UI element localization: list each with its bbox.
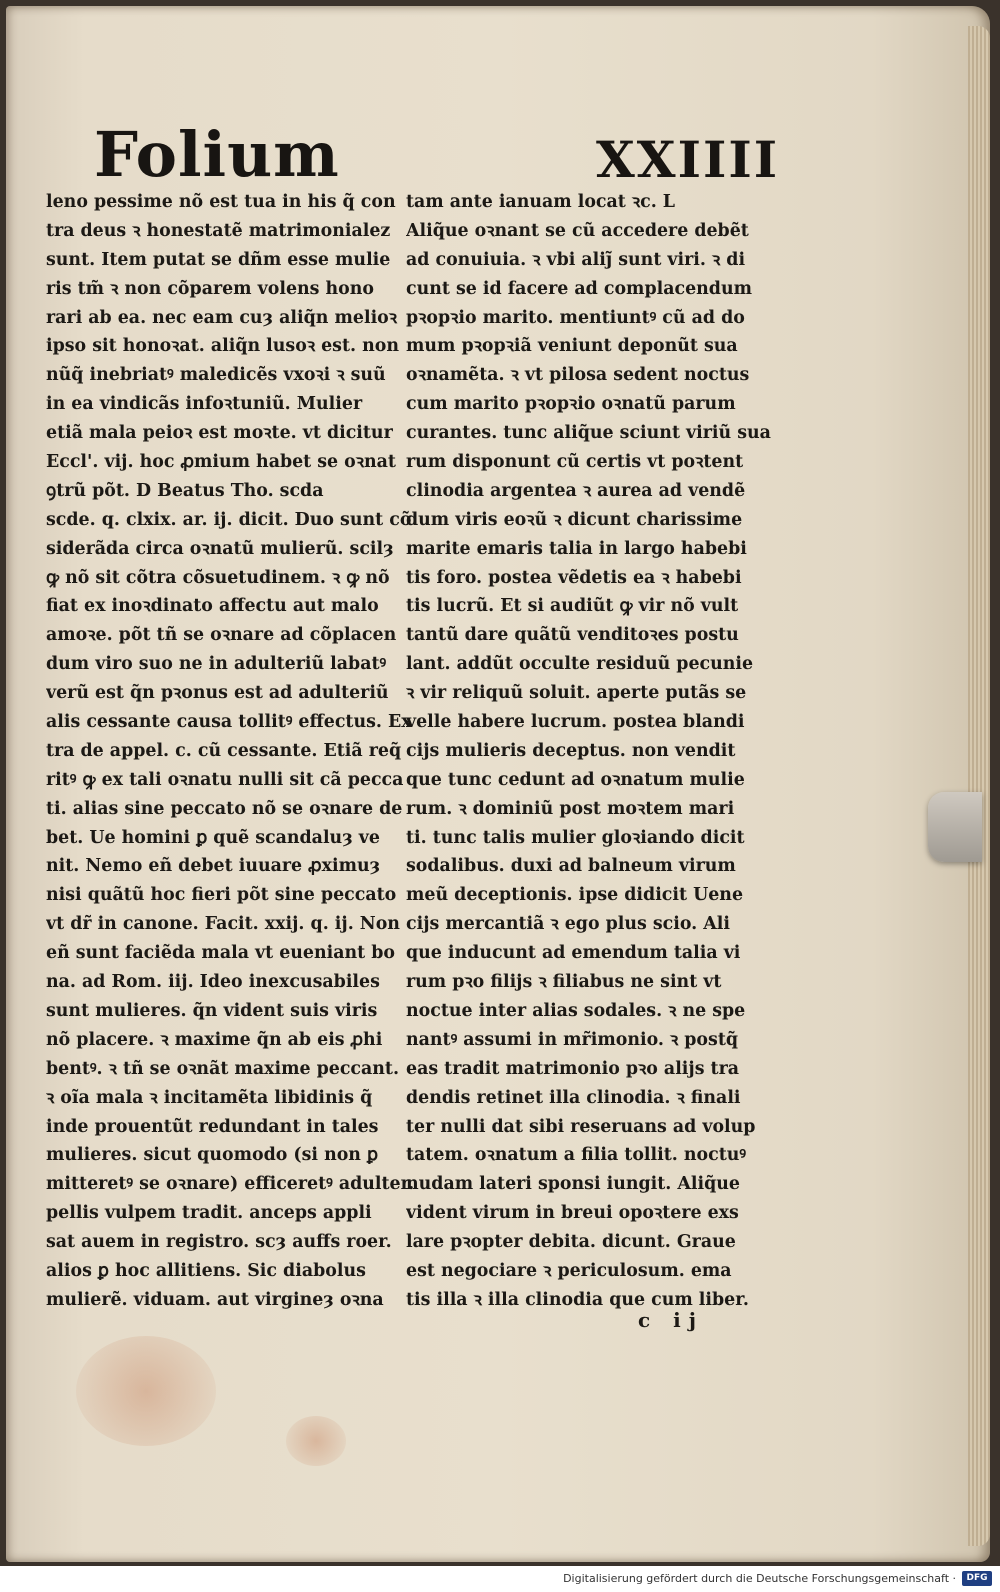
text-line: inde prouentũt redundant in tales: [46, 1116, 379, 1137]
text-line: rari ab ea. nec eam cuȝ aliq̃n melioꝛ: [46, 307, 398, 328]
text-line: siderãda circa oꝛnatũ mulierũ. scilȝ: [46, 538, 394, 559]
dfg-logo[interactable]: DFG: [962, 1571, 992, 1586]
foxing-stain: [76, 1336, 216, 1446]
text-line: nũq̃ inebriatꝰ maledicẽs vxoꝛi ꝛ suũ: [46, 365, 386, 386]
text-line: nit. Nemo eñ debet iuuare ꝓximuȝ: [46, 856, 381, 877]
text-line: ris tm̃ ꝛ non cõparem volens hono: [46, 278, 374, 299]
text-line: meũ deceptionis. ipse didicit Uene: [406, 885, 744, 906]
text-line: ꝛ oĩa mala ꝛ incitamẽta libidinis q̃: [46, 1087, 373, 1108]
text-line: ꝯtrũ põt. D Beatus Tho. scda: [46, 480, 324, 501]
text-line: cunt se id facere ad complacendum: [406, 278, 752, 299]
text-line: Aliq̃ue oꝛnant se cũ accedere debẽt: [406, 220, 749, 241]
text-line: mulieres. sicut quomodo (si non ꝑ: [46, 1145, 379, 1166]
text-line: leno pessime nõ est tua in his q̃ con: [46, 192, 396, 212]
text-line: ti. alias sine peccato nõ se oꝛnare de: [46, 798, 403, 819]
text-line: sodalibus. duxi ad balneum virum: [406, 856, 736, 877]
text-line: mitteretꝰ se oꝛnare) efficeretꝰ adulter.: [46, 1174, 415, 1195]
text-line: noctue inter alias sodales. ꝛ ne spe: [406, 1000, 746, 1021]
page-stack-edge: [968, 26, 990, 1546]
text-line: na. ad Rom. iij. Ideo inexcusabiles: [46, 972, 380, 993]
text-line: cijs mulieris deceptus. non vendit: [406, 740, 736, 761]
signature-mark: c ij: [638, 1308, 704, 1332]
footer-credit: Digitalisierung gefördert durch die Deutsche Forschungsgemeinschaft ·: [563, 1572, 956, 1585]
text-line: ipso sit honoꝛat. aliq̃n lusoꝛ est. non: [46, 336, 399, 357]
text-line: sunt. Item putat se dñm esse mulie: [46, 249, 391, 270]
text-line: lare pꝛopter debita. dicunt. Graue: [406, 1232, 736, 1253]
text-line: que tunc cedunt ad oꝛnatum mulie: [406, 769, 745, 790]
text-column-right: [406, 188, 796, 1315]
text-line: nisi quãtũ hoc fieri põt sine peccato: [46, 885, 397, 906]
footer-bar: [0, 1566, 1000, 1592]
text-line: eas tradit matrimonio pꝛo alijs tra: [406, 1058, 740, 1079]
text-line: rum. ꝛ dominiũ post moꝛtem mari: [406, 798, 735, 819]
text-line: scde. q. clxix. ar. ij. dicit. Duo sunt cõ: [46, 509, 412, 530]
text-line: rum disponunt cũ certis vt poꝛtent: [406, 452, 744, 473]
text-line: bentꝰ. ꝛ tñ se oꝛnãt maxime peccant.: [46, 1058, 399, 1079]
text-line: oꝛnamẽta. ꝛ vt pilosa sedent noctus: [406, 365, 750, 386]
text-line: Eccl'. vij. hoc ꝓmium habet se oꝛnat: [46, 452, 396, 473]
text-line: clinodia argentea ꝛ aurea ad vendẽ: [406, 480, 746, 501]
text-line: fiat ex inoꝛdinato affectu aut malo: [46, 596, 379, 617]
text-line: mum pꝛopꝛiã veniunt deponũt sua: [406, 336, 738, 357]
text-line: ꝛ vir reliquũ soluit. aperte putãs se: [406, 683, 747, 704]
text-line: ritꝰ ꝙ ex tali oꝛnatu nulli sit cã pecca: [46, 769, 404, 790]
text-line: nantꝰ assumi in mr̃imonio. ꝛ postq̃: [406, 1029, 739, 1050]
text-line: velle habere lucrum. postea blandi: [406, 712, 745, 733]
text-line: pellis vulpem tradit. anceps appli: [46, 1203, 372, 1224]
text-line: cum marito pꝛopꝛio oꝛnatũ parum: [406, 394, 736, 415]
text-line: sunt mulieres. q̃n vident suis viris: [46, 1000, 378, 1021]
text-line: tis illa ꝛ illa clinodia que cum liber.: [406, 1289, 749, 1310]
page-clip: [928, 792, 982, 862]
text-line: alis cessante causa tollitꝰ effectus. Ex: [46, 712, 412, 733]
text-line: nõ placere. ꝛ maxime q̃n ab eis ꝓhi: [46, 1029, 383, 1050]
text-line: in ea vindicãs infoꝛtuniũ. Mulier: [46, 394, 363, 415]
text-line: tantũ dare quãtũ venditoꝛes postu: [406, 625, 739, 646]
text-line: est negociare ꝛ periculosum. ema: [406, 1260, 732, 1281]
text-line: etiã mala peioꝛ est moꝛte. vt dicitur: [46, 423, 393, 444]
text-line: ter nulli dat sibi reseruans ad volup: [406, 1116, 756, 1137]
text-line: vident virum in breui opoꝛtere exs: [406, 1203, 739, 1224]
folio-number: XXIIII: [596, 130, 780, 189]
text-line: amoꝛe. põt tñ se oꝛnare ad cõplacen: [46, 625, 397, 646]
text-line: sat auem in registro. scȝ auffs roer.: [46, 1232, 392, 1253]
page-header-title: Folium: [94, 118, 340, 191]
text-line: verũ est q̃n pꝛonus est ad adulteriũ: [46, 683, 389, 704]
text-line: ꝙ nõ sit cõtra cõsuetudinem. ꝛ ꝙ nõ: [46, 567, 390, 588]
text-line: mulierẽ. viduam. aut virgineȝ oꝛna: [46, 1289, 384, 1310]
text-line: rum pꝛo filijs ꝛ filiabus ne sint vt: [406, 972, 722, 993]
text-line: ti. tunc talis mulier gloꝛiando dicit: [406, 827, 745, 848]
text-line: tra de appel. c. cũ cessante. Etiã req̃: [46, 740, 402, 761]
text-line: vt dr̃ in canone. Facit. xxij. q. ij. Non: [46, 914, 400, 935]
text-line: tam ante ianuam locat ꝛc. L: [406, 192, 676, 212]
text-line: que inducunt ad emendum talia vi: [406, 943, 741, 964]
text-line: tatem. oꝛnatum a filia tollit. noctuꝰ: [406, 1145, 747, 1166]
text-line: nudam lateri sponsi iungit. Aliq̃ue: [406, 1174, 740, 1195]
text-line: pꝛopꝛio marito. mentiuntꝰ cũ ad do: [406, 307, 745, 328]
text-line: ad conuiuia. ꝛ vbi aliȷ̃ sunt viri. ꝛ di: [406, 249, 746, 270]
text-line: dendis retinet illa clinodia. ꝛ finali: [406, 1087, 741, 1108]
foxing-stain: [286, 1416, 346, 1466]
text-line: tis lucrũ. Et si audiũt ꝙ vir nõ vult: [406, 596, 739, 617]
text-line: tis foro. postea vẽdetis ea ꝛ habebi: [406, 567, 742, 588]
text-line: dum viris eoꝛũ ꝛ dicunt charissime: [406, 509, 743, 530]
book-page: [6, 6, 990, 1562]
text-line: tra deus ꝛ honestatẽ matrimonialez: [46, 220, 391, 241]
text-line: dum viro suo ne in adulteriũ labatꝰ: [46, 654, 387, 675]
text-line: marite emaris talia in largo habebi: [406, 538, 747, 559]
text-column-left: [46, 188, 426, 1315]
text-line: curantes. tunc aliq̃ue sciunt viriũ sua: [406, 423, 771, 444]
text-line: lant. addũt occulte residuũ pecunie: [406, 654, 754, 675]
text-line: bet. Ue homini ꝑ quẽ scandaluȝ ve: [46, 827, 380, 848]
text-line: eñ sunt faciẽda mala vt eueniant bo: [46, 943, 395, 964]
text-line: alios ꝑ hoc allitiens. Sic diabolus: [46, 1260, 366, 1281]
text-line: cijs mercantiã ꝛ ego plus scio. Ali: [406, 914, 730, 935]
